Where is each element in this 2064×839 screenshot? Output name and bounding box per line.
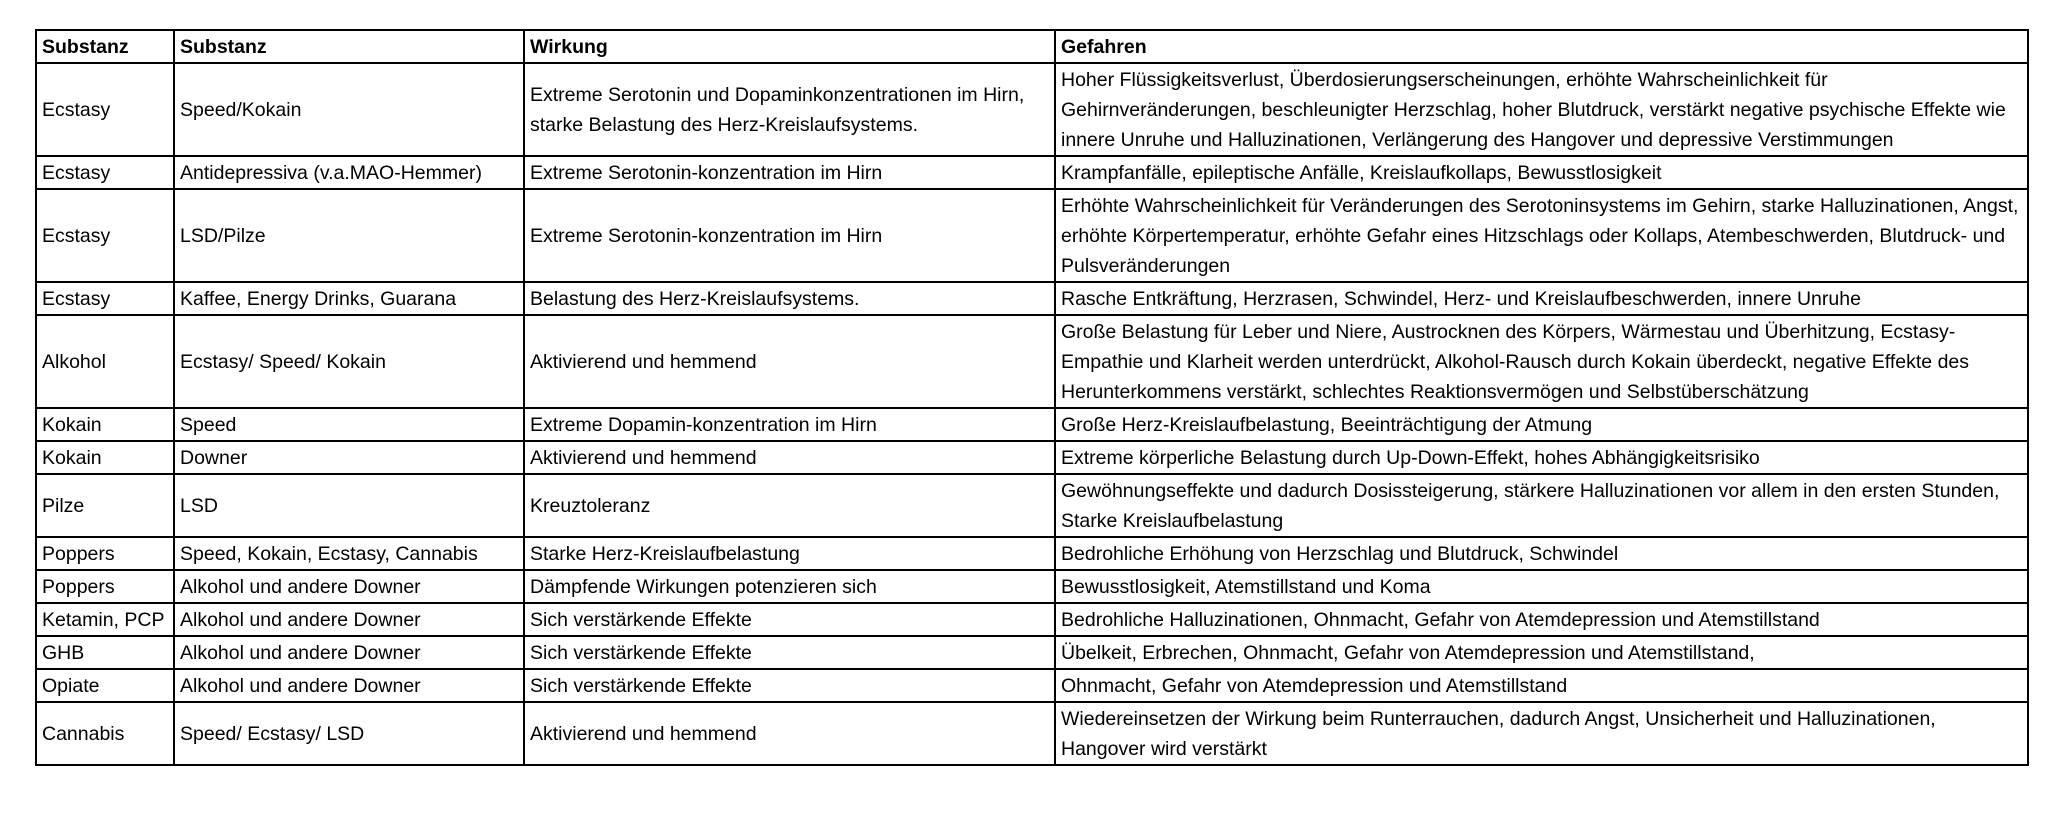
- table-row: [36, 63, 2028, 156]
- wirkung-cell: Extreme Dopamin-konzentration im Hirn: [524, 408, 1055, 441]
- substanz-1-cell: Ecstasy: [36, 156, 174, 189]
- wirkung-cell: Starke Herz-Kreislaufbelastung: [524, 537, 1055, 570]
- substanz-2-cell: Kaffee, Energy Drinks, Guarana: [174, 282, 524, 315]
- gefahren-cell: Große Belastung für Leber und Niere, Austrocknen des Körpers, Wärmestau und Überhitzung, Ecstasy-Empathie und Klarheit werden unterdrückt, Alkohol-Rausch durch Kokain überdeckt, negative Effekte des Herunterkommens verstärkt, schlechtes Reaktionsvermögen und Selbstüberschätzung: [1055, 315, 2028, 408]
- wirkung-cell: Kreuztoleranz: [524, 474, 1055, 537]
- substanz-1-cell: Pilze: [36, 474, 174, 537]
- interaction-table: [35, 29, 2029, 766]
- substanz-2-cell: Alkohol und andere Downer: [174, 669, 524, 702]
- table-row: [36, 156, 2028, 189]
- substanz-2-cell: Speed/Kokain: [174, 63, 524, 156]
- header-row: [36, 30, 2028, 63]
- table-row: [36, 315, 2028, 408]
- gefahren-cell: Große Herz-Kreislaufbelastung, Beeinträchtigung der Atmung: [1055, 408, 2028, 441]
- wirkung-cell: Extreme Serotonin und Dopaminkonzentrationen im Hirn, starke Belastung des Herz-Kreislaufsystems.: [524, 63, 1055, 156]
- wirkung-cell: Belastung des Herz-Kreislaufsystems.: [524, 282, 1055, 315]
- substanz-1-cell: Alkohol: [36, 315, 174, 408]
- substanz-2-cell: Speed: [174, 408, 524, 441]
- gefahren-cell: Wiedereinsetzen der Wirkung beim Runterrauchen, dadurch Angst, Unsicherheit und Halluzinationen, Hangover wird verstärkt: [1055, 702, 2028, 765]
- wirkung-cell: Sich verstärkende Effekte: [524, 603, 1055, 636]
- gefahren-cell: Hoher Flüssigkeitsverlust, Überdosierungserscheinungen, erhöhte Wahrscheinlichkeit für Gehirnveränderungen, beschleunigter Herzschlag, hoher Blutdruck, verstärkt negative psychische Effekte wie innere Unruhe und Halluzinationen, Verlängerung des Hangover und depressive Verstimmungen: [1055, 63, 2028, 156]
- wirkung-cell: Extreme Serotonin-konzentration im Hirn: [524, 156, 1055, 189]
- table-row: [36, 702, 2028, 765]
- substanz-2-cell: Alkohol und andere Downer: [174, 603, 524, 636]
- substanz-1-cell: Ecstasy: [36, 282, 174, 315]
- substanz-1-cell: Kokain: [36, 408, 174, 441]
- wirkung-cell: Aktivierend und hemmend: [524, 441, 1055, 474]
- substanz-1-cell: Kokain: [36, 441, 174, 474]
- gefahren-cell: Krampfanfälle, epileptische Anfälle, Kreislaufkollaps, Bewusstlosigkeit: [1055, 156, 2028, 189]
- substanz-1-cell: Ketamin, PCP: [36, 603, 174, 636]
- table-row: [36, 474, 2028, 537]
- gefahren-cell: Übelkeit, Erbrechen, Ohnmacht, Gefahr von Atemdepression und Atemstillstand,: [1055, 636, 2028, 669]
- table-row: [36, 570, 2028, 603]
- interaction-table-container: [35, 29, 2029, 766]
- gefahren-cell: Extreme körperliche Belastung durch Up-Down-Effekt, hohes Abhängigkeitsrisiko: [1055, 441, 2028, 474]
- wirkung-cell: Aktivierend und hemmend: [524, 702, 1055, 765]
- table-row: [36, 537, 2028, 570]
- substanz-1-cell: Poppers: [36, 537, 174, 570]
- substanz-2-cell: Alkohol und andere Downer: [174, 570, 524, 603]
- substanz-2-cell: LSD: [174, 474, 524, 537]
- header-substanz-2: Substanz: [174, 30, 524, 63]
- substanz-2-cell: Speed, Kokain, Ecstasy, Cannabis: [174, 537, 524, 570]
- table-row: [36, 603, 2028, 636]
- substanz-2-cell: LSD/Pilze: [174, 189, 524, 282]
- wirkung-cell: Dämpfende Wirkungen potenzieren sich: [524, 570, 1055, 603]
- substanz-2-cell: Alkohol und andere Downer: [174, 636, 524, 669]
- substanz-2-cell: Ecstasy/ Speed/ Kokain: [174, 315, 524, 408]
- gefahren-cell: Bedrohliche Halluzinationen, Ohnmacht, Gefahr von Atemdepression und Atemstillstand: [1055, 603, 2028, 636]
- table-row: [36, 441, 2028, 474]
- wirkung-cell: Extreme Serotonin-konzentration im Hirn: [524, 189, 1055, 282]
- substanz-1-cell: Poppers: [36, 570, 174, 603]
- header-gefahren: Gefahren: [1055, 30, 2028, 63]
- substanz-1-cell: Cannabis: [36, 702, 174, 765]
- gefahren-cell: Ohnmacht, Gefahr von Atemdepression und Atemstillstand: [1055, 669, 2028, 702]
- gefahren-cell: Gewöhnungseffekte und dadurch Dosissteigerung, stärkere Halluzinationen vor allem in den ersten Stunden, Starke Kreislaufbelastung: [1055, 474, 2028, 537]
- table-row: [36, 282, 2028, 315]
- wirkung-cell: Aktivierend und hemmend: [524, 315, 1055, 408]
- table-row: [36, 636, 2028, 669]
- gefahren-cell: Bedrohliche Erhöhung von Herzschlag und Blutdruck, Schwindel: [1055, 537, 2028, 570]
- substanz-1-cell: Ecstasy: [36, 63, 174, 156]
- wirkung-cell: Sich verstärkende Effekte: [524, 636, 1055, 669]
- substanz-1-cell: Opiate: [36, 669, 174, 702]
- substanz-2-cell: Downer: [174, 441, 524, 474]
- table-row: [36, 669, 2028, 702]
- table-row: [36, 408, 2028, 441]
- table-row: [36, 189, 2028, 282]
- wirkung-cell: Sich verstärkende Effekte: [524, 669, 1055, 702]
- gefahren-cell: Erhöhte Wahrscheinlichkeit für Veränderungen des Serotoninsystems im Gehirn, starke Halluzinationen, Angst, erhöhte Körpertemperatur, erhöhte Gefahr eines Hitzschlags oder Kollaps, Atembeschwerden, Blutdruck- und Pulsveränderungen: [1055, 189, 2028, 282]
- substanz-1-cell: GHB: [36, 636, 174, 669]
- substanz-1-cell: Ecstasy: [36, 189, 174, 282]
- header-substanz-1: Substanz: [36, 30, 174, 63]
- header-wirkung: Wirkung: [524, 30, 1055, 63]
- substanz-2-cell: Antidepressiva (v.a.MAO-Hemmer): [174, 156, 524, 189]
- gefahren-cell: Rasche Entkräftung, Herzrasen, Schwindel, Herz- und Kreislaufbeschwerden, innere Unruhe: [1055, 282, 2028, 315]
- substanz-2-cell: Speed/ Ecstasy/ LSD: [174, 702, 524, 765]
- gefahren-cell: Bewusstlosigkeit, Atemstillstand und Koma: [1055, 570, 2028, 603]
